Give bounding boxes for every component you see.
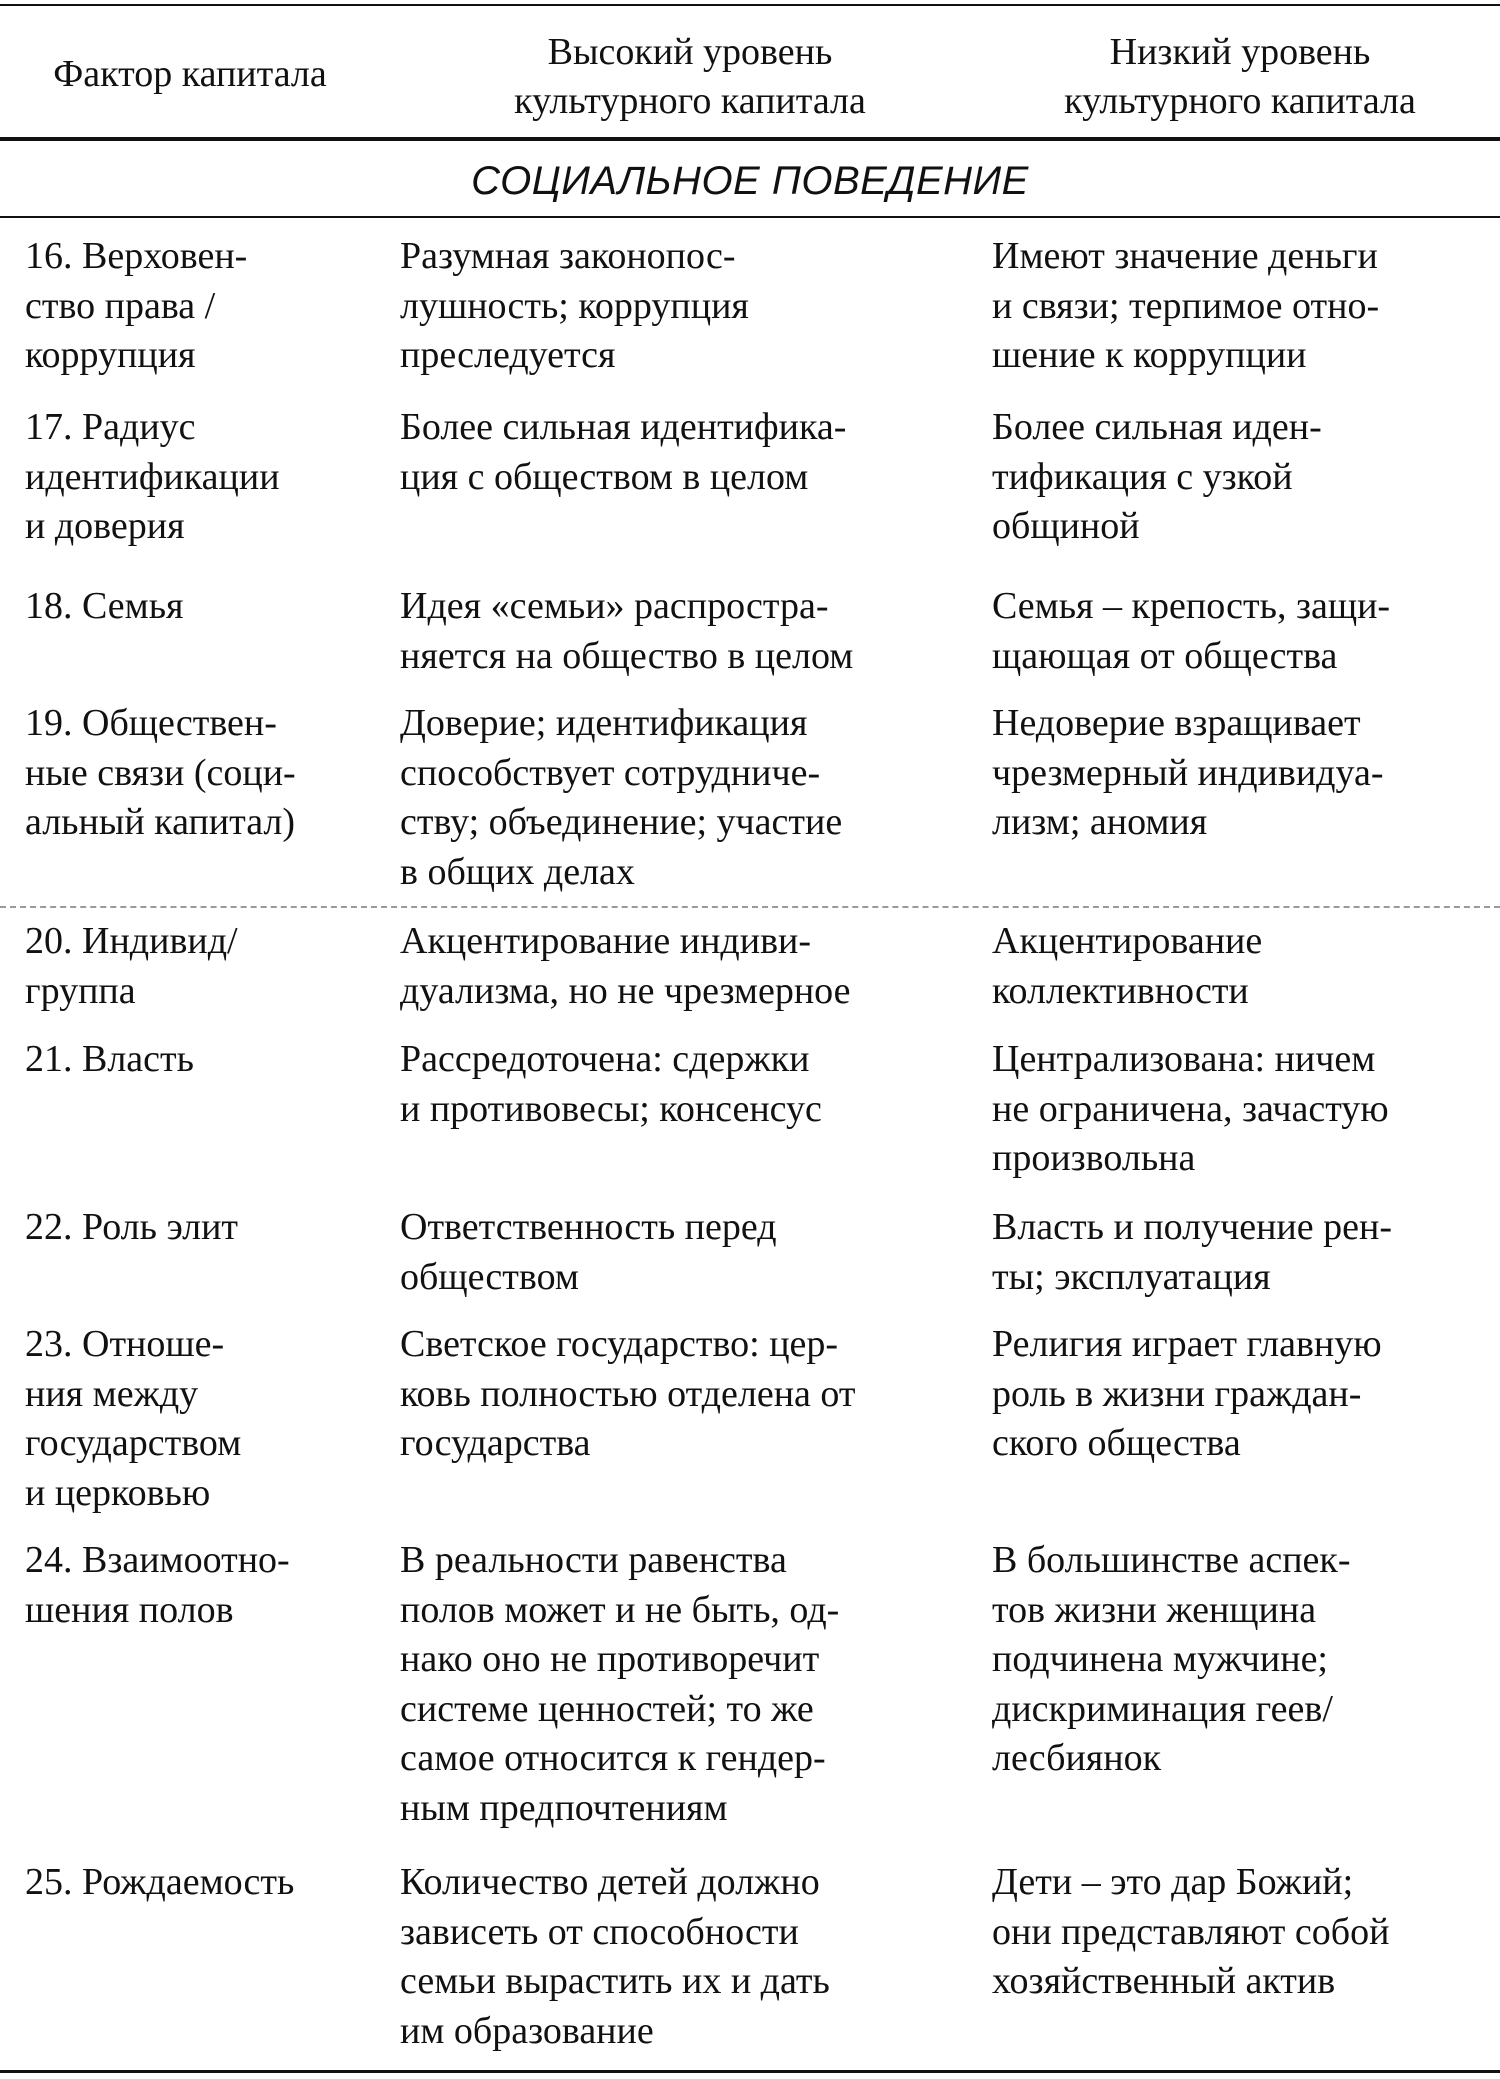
factor-cell: 22. Роль элит bbox=[25, 1206, 239, 1248]
low-cell: Религия играет главную роль в жизни граждан- ского общества bbox=[992, 1323, 1382, 1464]
top-rule bbox=[0, 4, 1500, 6]
low-cell: В большинстве аспек- тов жизни женщина подчинена мужчине; дискриминация геев/ лесбиянок bbox=[992, 1539, 1351, 1779]
factor-cell: 19. Обществен- ные связи (соци- альный капитал) bbox=[25, 702, 296, 843]
low-cell: Семья – крепость, защи- щающая от общества bbox=[992, 585, 1391, 677]
header-factor: Фактор капитала bbox=[53, 53, 327, 95]
factor-cell: 23. Отноше- ния между государством и церковью bbox=[25, 1323, 242, 1514]
low-cell: Власть и получение рен- ты; эксплуатация bbox=[992, 1206, 1392, 1298]
high-cell: Более сильная идентифика- ция с обществом в целом bbox=[400, 406, 847, 498]
low-cell: Недоверие взращивает чрезмерный индивидуа- лизм; аномия bbox=[992, 702, 1384, 843]
high-cell: Разумная законопос- лушность; коррупция преследуется bbox=[400, 235, 749, 376]
high-cell: Количество детей должно зависеть от способности семьи вырастить их и дать им образование bbox=[400, 1861, 830, 2052]
low-cell: Имеют значение деньги и связи; терпимое отно- шение к коррупции bbox=[992, 235, 1380, 376]
low-cell: Более сильная иден- тификация с узкой общиной bbox=[992, 406, 1322, 547]
factor-cell: 20. Индивид/ группа bbox=[25, 920, 238, 1012]
high-cell: Ответственность перед обществом bbox=[400, 1206, 777, 1298]
table-header bbox=[0, 20, 1500, 135]
high-cell: Доверие; идентификация способствует сотрудниче- ству; объединение; участие в общих делах bbox=[400, 702, 843, 893]
low-cell: Дети – это дар Божий; они представляют собой хозяйственный актив bbox=[992, 1861, 1390, 2002]
low-cell: Централизована: ничем не ограничена, зачастую произвольна bbox=[992, 1038, 1389, 1179]
header-low-capital: Низкий уровень культурного капитала bbox=[1064, 31, 1416, 122]
high-cell: Светское государство: цер- ковь полностью отделена от государства bbox=[400, 1323, 856, 1464]
factor-cell: 16. Верховен- ство права / коррупция bbox=[25, 235, 248, 376]
factor-cell: 17. Радиус идентификации и доверия bbox=[25, 406, 280, 547]
section-rule bbox=[0, 216, 1500, 218]
bottom-rule bbox=[0, 2070, 1500, 2073]
header-rule bbox=[0, 137, 1500, 141]
factor-cell: 21. Власть bbox=[25, 1038, 194, 1080]
section-title: СОЦИАЛЬНОЕ ПОВЕДЕНИЕ bbox=[471, 159, 1029, 203]
high-cell: Рассредоточена: сдержки и противовесы; консенсус bbox=[400, 1038, 822, 1130]
factor-cell: 25. Рождаемость bbox=[25, 1861, 295, 1903]
factor-cell: 24. Взаимоотно- шения полов bbox=[25, 1539, 290, 1631]
factor-cell: 18. Семья bbox=[25, 585, 184, 627]
high-cell: Акцентирование индиви- дуализма, но не чрезмерное bbox=[400, 920, 851, 1012]
low-cell: Акцентирование коллективности bbox=[992, 920, 1263, 1012]
high-cell: Идея «семьи» распростра- няется на общество в целом bbox=[400, 585, 854, 677]
high-cell: В реальности равенства полов может и не быть, од- нако оно не противоречит системе ценностей; то же самое относится к гендер- ным предпочтениям bbox=[400, 1539, 840, 1829]
row-divider bbox=[0, 906, 1500, 908]
header-high-capital: Высокий уровень культурного капитала bbox=[514, 31, 866, 122]
